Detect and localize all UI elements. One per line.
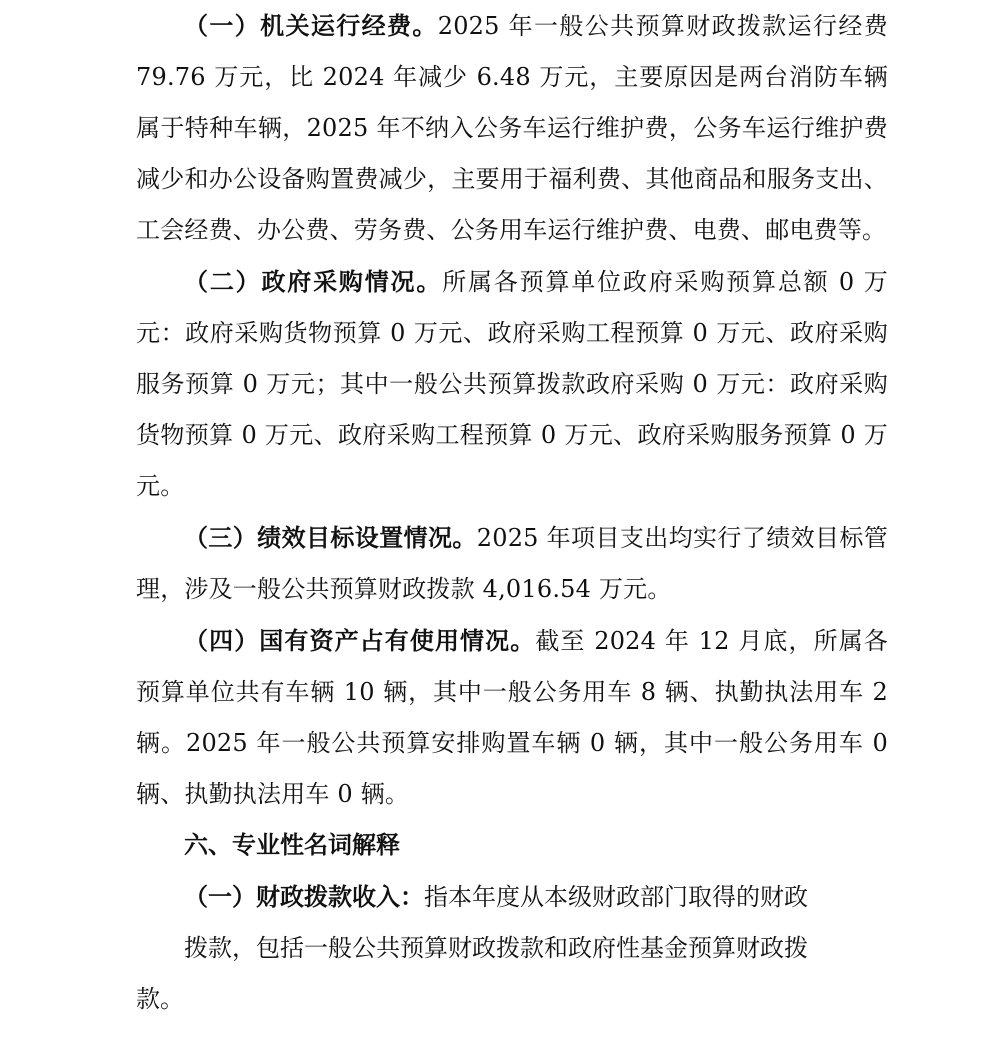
definition-lead: （一）财政拨款收入： <box>184 882 424 911</box>
paragraph-operating-expenses <box>136 0 888 256</box>
paragraph-body: 截至 2024 年 12 月底，所属各预算单位共有车辆 10 辆，其中一般公务用车 8 辆、执勤执法用车 2 辆。2025 年一般公共预算安排购置车辆 0 辆，其中一般公务用车 0 辆、执勤执法用车 0 辆。 <box>136 627 888 808</box>
paragraph-body: 2025 年一般公共预算财政拨款运行经费 79.76 万元，比 2024 年减少 6.48 万元，主要原因是两台消防车辆属于特种车辆，2025 年不纳入公务车运行维护费，公务车运行维护费减少和办公设备购置费减少，主要用于福利费、其他商品和服务支出、工会经费、办公费、劳务费、公务用车运行维护费、电费、邮电费等。 <box>136 12 888 244</box>
paragraph-lead: （四）国有资产占有使用情况。 <box>184 626 536 655</box>
paragraph-lead: （一）机关运行经费。 <box>184 11 438 40</box>
paragraph-lead: （三）绩效目标设置情况。 <box>184 523 477 552</box>
definition-line-2: 拨款，包括一般公共预算财政拨款和政府性基金预算财政拨 <box>184 934 808 962</box>
definition-line-1 <box>136 871 888 923</box>
paragraph-performance-goals <box>136 512 888 615</box>
paragraph-body: 2025 年项目支出均实行了绩效目标管理，涉及一般公共预算财政拨款 4,016.54 万元。 <box>136 524 888 603</box>
paragraph-government-procurement <box>136 256 888 512</box>
paragraph-body: 所属各预算单位政府采购预算总额 0 万元：政府采购货物预算 0 万元、政府采购工程预算 0 万元、政府采购服务预算 0 万元；其中一般公共预算拨款政府采购 0 万元：政府采购货物预算 0 万元、政府采购工程预算 0 万元、政府采购服务预算 0 万元。 <box>136 268 889 500</box>
document-page <box>136 0 888 1025</box>
definition-line-3: 款。 <box>136 985 184 1013</box>
definition-fiscal-appropriation <box>136 871 888 1025</box>
section-heading: 六、专业性名词解释 <box>184 831 400 859</box>
paragraph-state-assets <box>136 615 888 820</box>
definition-text: 指本年度从本级财政部门取得的财政 <box>424 883 808 911</box>
paragraph-lead: （二）政府采购情况。 <box>184 267 443 296</box>
